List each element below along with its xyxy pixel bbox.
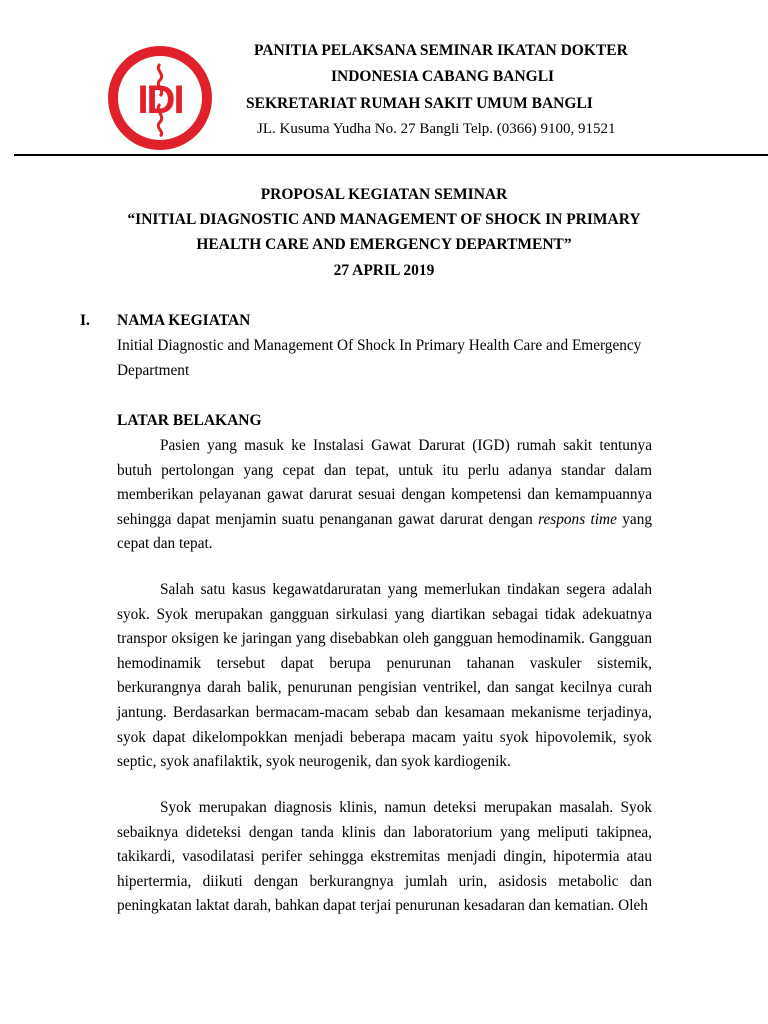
seminar-title-line-2: HEALTH CARE AND EMERGENCY DEPARTMENT” <box>196 236 572 253</box>
nama-kegiatan-text: Initial Diagnostic and Management Of Shock In Primary Health Care and Emergency Department <box>117 337 642 379</box>
proposal-title: PROPOSAL KEGIATAN SEMINAR <box>260 186 508 203</box>
paragraph-1 <box>117 434 652 557</box>
section-heading-latar-belakang: LATAR BELAKANG <box>117 412 262 429</box>
seminar-date: 27 APRIL 2019 <box>333 262 435 279</box>
idi-logo <box>108 46 212 150</box>
letterhead-line-1: PANITIA PELAKSANA SEMINAR IKATAN DOKTER <box>254 42 628 59</box>
paragraph-2: Salah satu kasus kegawatdaruratan yang memerlukan tindakan segera adalah syok. Syok merupakan gangguan sirkulasi yang diartikan sebagai tidak adekuatnya transpor oksigen ke jaringan yang disebabkan oleh gangguan hemodinamik. Gangguan hemodinamik tersebut dapat berupa penurunan tahanan vaskuler sistemik, berkurangnya darah balik, penurunan pengisian ventrikel, dan sangat kecilnya curah jantung. Berdasarkan bermacam-macam sebab dan kesamaan mekanisme terjadinya, syok dapat dikelompokkan menjadi beberapa macam yaitu syok hipovolemik, syok septic, syok anafilaktik, syok neurogenik, dan syok kardiogenik. <box>117 581 652 771</box>
paragraph-1-italic: respons time <box>538 510 617 528</box>
letterhead-line-2: INDONESIA CABANG BANGLI <box>331 68 555 85</box>
seminar-title-line-1: “INITIAL DIAGNOSTIC AND MANAGEMENT OF SHOCK IN PRIMARY <box>127 211 641 228</box>
letterhead-address: JL. Kusuma Yudha No. 27 Bangli Telp. (0366) 9100, 91521 <box>257 121 616 137</box>
letterhead-divider <box>14 154 768 156</box>
section-heading-nama-kegiatan: NAMA KEGIATAN <box>117 312 251 329</box>
paragraph-1-text: Pasien yang masuk ke Instalasi Gawat Darurat (IGD) rumah sakit tentunya butuh pertolongan yang cepat dan tepat, untuk itu perlu adanya standar dalam memberikan pelayanan gawat darurat sesuai dengan kompetensi dan kemampuannya sehingga dapat menjamin suatu penanganan gawat darurat dengan <box>117 437 652 528</box>
letterhead-line-3: SEKRETARIAT RUMAH SAKIT UMUM BANGLI <box>246 95 593 112</box>
paragraph-3: Syok merupakan diagnosis klinis, namun deteksi merupakan masalah. Syok sebaiknya dideteksi dengan tanda klinis dan laboratorium yang meliputi takipnea, takikardi, vasodilatasi perifer sehingga ekstremitas menjadi dingin, hipotermia atau hipertermia, diikuti dengan berkurangnya jumlah urin, asidosis metabolic dan peningkatan laktat darah, bahkan dapat terjai penurunan kesadaran dan kematian. Oleh <box>117 799 652 915</box>
section-number: I. <box>80 312 90 329</box>
paragraph-1-end: yang cepat dan tepat. <box>117 510 653 553</box>
svg-text:IDI: IDI <box>137 78 183 122</box>
